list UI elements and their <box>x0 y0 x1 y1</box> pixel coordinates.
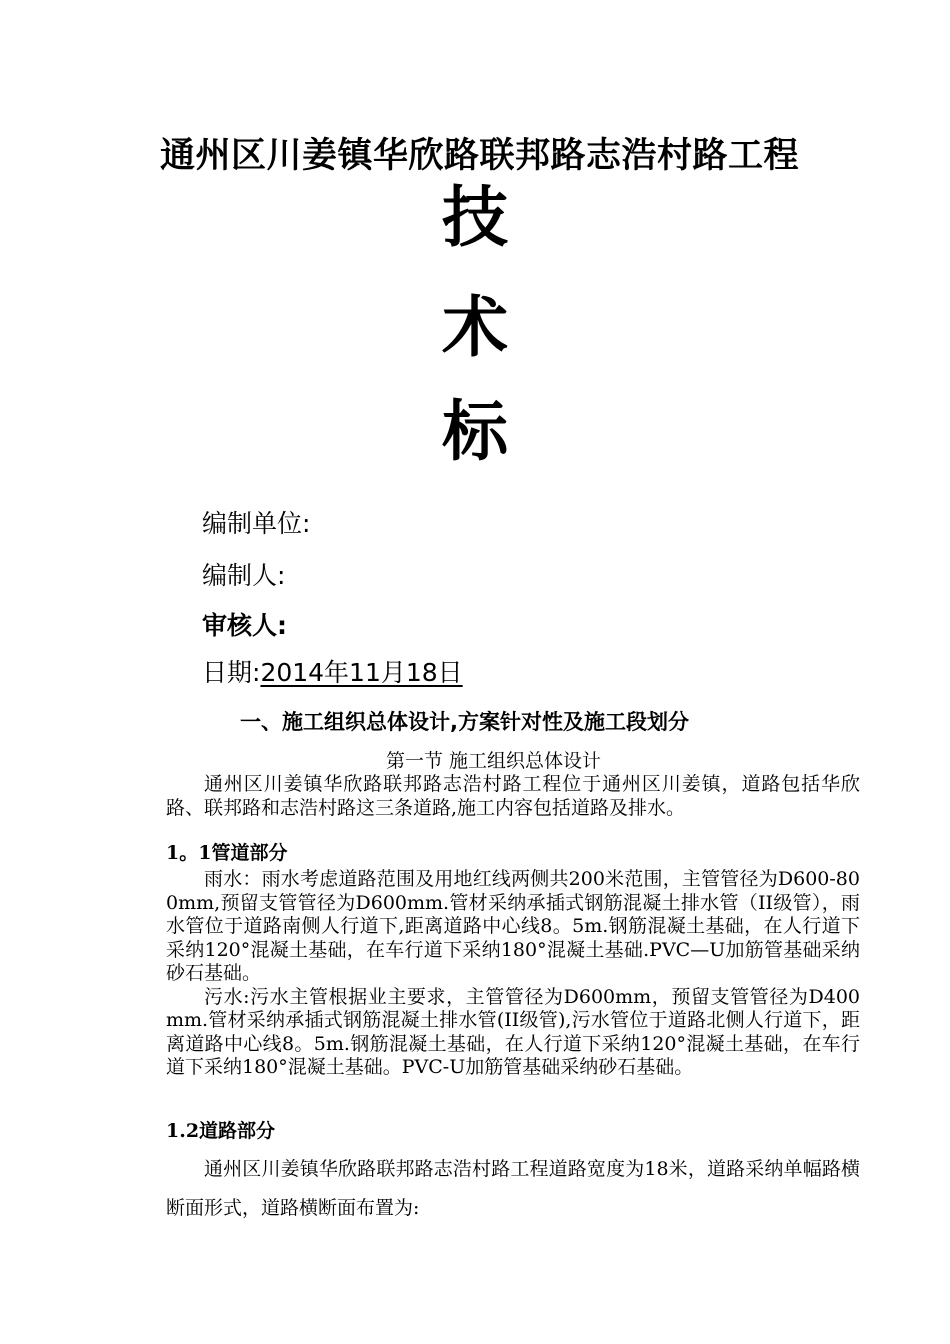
title-char-shu: 术 <box>442 289 508 366</box>
subsection-heading: 第一节 施工组织总体设计 <box>386 750 602 772</box>
meta-unit-label: 编制单位: <box>202 509 311 538</box>
pipe-block <box>166 868 860 1080</box>
sewage-paragraph: 污水:污水主管根据业主要求，主管管径为D600mm，预留支管管径为D400mm.管材采纳承插式钢筋混凝土排水管(II级管),污水管位于道路北侧人行道下，距离道路中心线8。5m.钢筋混凝土基础，在人行道下采纳120°混凝土基础，在车行道下采纳180°混凝土基础。PVC-U加筋管基础采纳砂石基础。 <box>166 985 860 1078</box>
meta-author-label: 编制人: <box>202 561 286 590</box>
title-char-biao: 标 <box>442 393 508 470</box>
road-block <box>166 1150 860 1228</box>
road-heading: 1.2道路部分 <box>166 1120 276 1142</box>
road-paragraph: 通州区川姜镇华欣路联邦路志浩村路工程道路宽度为18米，道路采纳单幅路横断面形式，道路横断面布置为: <box>166 1158 860 1219</box>
meta-date-value: 2014年11月18日 <box>260 658 463 687</box>
intro-block <box>166 773 860 820</box>
section-heading: 一、施工组织总体设计,方案针对性及施工段划分 <box>240 710 689 734</box>
title-char-ji: 技 <box>442 179 508 256</box>
project-title: 通州区川姜镇华欣路联邦路志浩村路工程 <box>160 136 800 176</box>
meta-reviewer-label: 审核人: <box>202 611 287 640</box>
pipe-heading: 1。1管道部分 <box>166 842 288 864</box>
meta-date-line <box>202 656 463 690</box>
meta-date-label: 日期: <box>202 658 261 687</box>
intro-paragraph: 通州区川姜镇华欣路联邦路志浩村路工程位于通州区川姜镇，道路包括华欣路、联邦路和志浩村路这三条道路,施工内容包括道路及排水。 <box>166 773 860 819</box>
rain-paragraph: 雨水：雨水考虑道路范围及用地红线两侧共200米范围，主管管径为D600-800mm,预留支管管径为D600mm.管材采纳承插式钢筋混凝土排水管（II级管），雨水管位于道路南侧人行道下,距离道路中心线8。5m.钢筋混凝土基础，在人行道下采纳120°混凝土基础，在车行道下采纳180°混凝土基础.PVC—U加筋管基础采纳砂石基础。 <box>166 868 860 984</box>
